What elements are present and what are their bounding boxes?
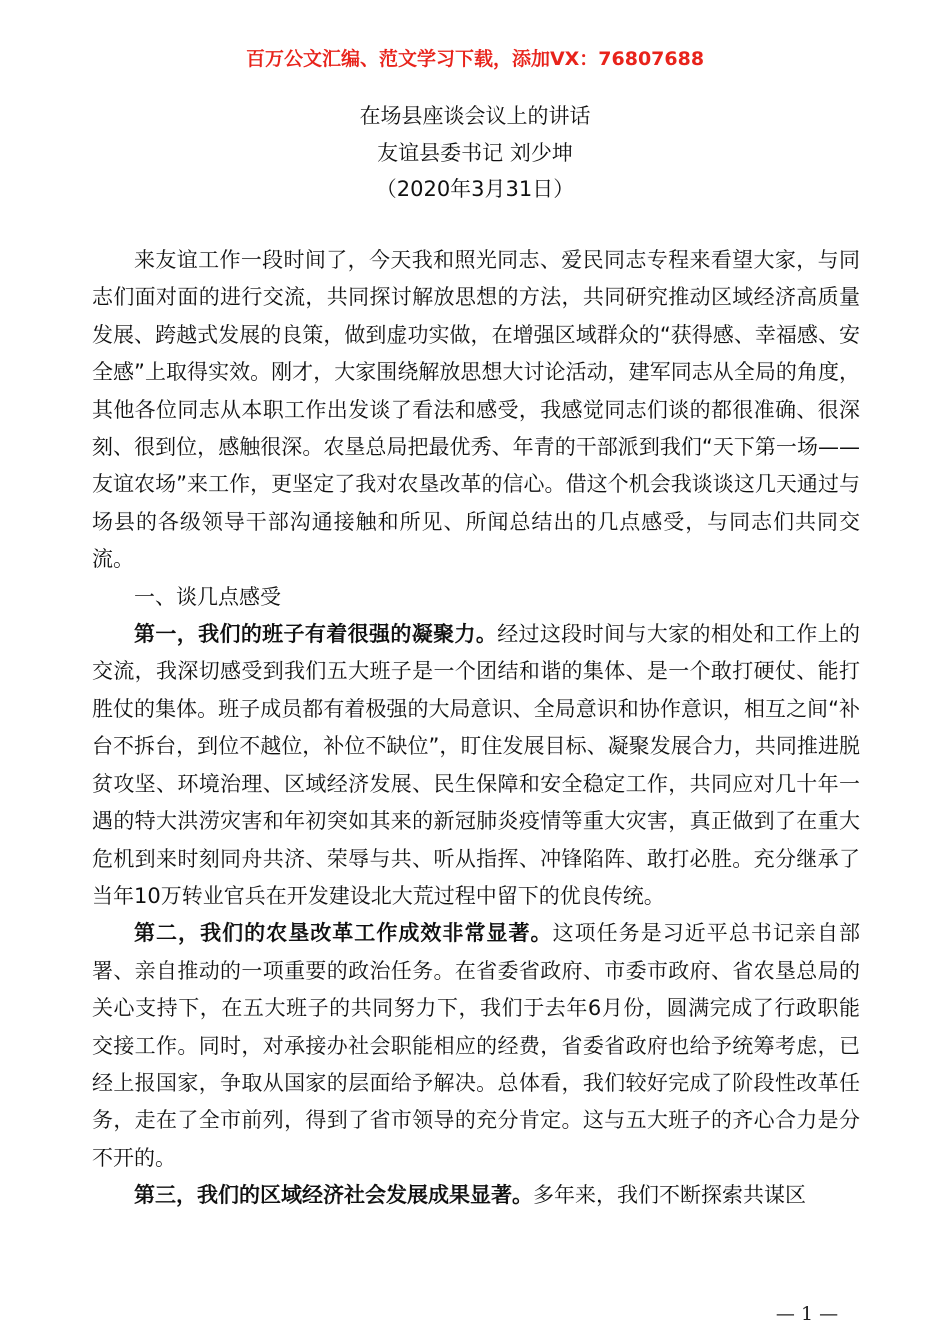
speech-date: （2020年3月31日） [375,177,575,201]
speech-body [92,242,860,1215]
speech-title: 在场县座谈会议上的讲话 [359,104,591,128]
point-two-body: 这项任务是习近平总书记亲自部署、亲自推动的一项重要的政治任务。在省委省政府、市委市政府、省农垦总局的关心支持下，在五大班子的共同努力下，我们于去年6月份，圆满完成了行政职能交接工作。同时，对承接办社会职能相应的经费，省委省政府也给予统筹考虑，已经上报国家，争取从国家的层面给予解决。总体看，我们较好完成了阶段性改革任务，走在了全市前列，得到了省市领导的充分肯定。这与五大班子的齐心合力是分不开的。 [92,921,860,1170]
point-one-lead: 第一，我们的班子有着很强的凝聚力。 [134,622,498,647]
point-one-paragraph [92,616,860,915]
point-one-body: 经过这段时间与大家的相处和工作上的交流，我深切感受到我们五大班子是一个团结和谐的集体、是一个敢打硬仗、能打胜仗的集体。班子成员都有着极强的大局意识、全局意识和协作意识，相互之间“补台不拆台，到位不越位，补位不缺位”，盯住发展目标、凝聚发展合力，共同推进脱贫攻坚、环境治理、区域经济发展、民生保障和安全稳定工作，共同应对几十年一遇的特大洪涝灾害和年初突如其来的新冠肺炎疫情等重大灾害，真正做到了在重大危机到来时刻同舟共济、荣辱与共、听从指挥、冲锋陷阵、敢打必胜。充分继承了当年10万转业官兵在开发建设北大荒过程中留下的优良传统。 [92,622,861,908]
promo-banner: 百万公文汇编、范文学习下载，添加VX：76807688 [245,48,705,70]
page-number: — 1 — [775,1303,839,1325]
section-heading: 一、谈几点感受 [134,584,281,609]
intro-paragraph: 来友谊工作一段时间了，今天我和照光同志、爱民同志专程来看望大家，与同志们面对面的进行交流，共同探讨解放思想的方法，共同研究推动区域经济高质量发展、跨越式发展的良策，做到虚功实做，在增强区域群众的“获得感、幸福感、安全感”上取得实效。刚才，大家围绕解放思想大讨论活动，建军同志从全局的角度，其他各位同志从本职工作出发谈了看法和感受，我感觉同志们谈的都很准确、很深刻、很到位，感触很深。农垦总局把最优秀、年青的干部派到我们“天下第一场——友谊农场”来工作，更坚定了我对农垦改革的信心。借这个机会我谈谈这几天通过与场县的各级领导干部沟通接触和所见、所闻总结出的几点感受，与同志们共同交流。 [92,248,860,572]
point-two-paragraph [92,915,860,1177]
speaker-line: 友谊县委书记 刘少坤 [377,140,573,165]
point-three-paragraph [92,1177,860,1214]
point-two-lead: 第二，我们的农垦改革工作成效非常显著。 [134,921,553,946]
point-three-body: 多年来，我们不断探索共谋区 [533,1183,806,1208]
title-block [0,98,950,208]
point-three-lead: 第三，我们的区域经济社会发展成果显著。 [134,1183,533,1208]
